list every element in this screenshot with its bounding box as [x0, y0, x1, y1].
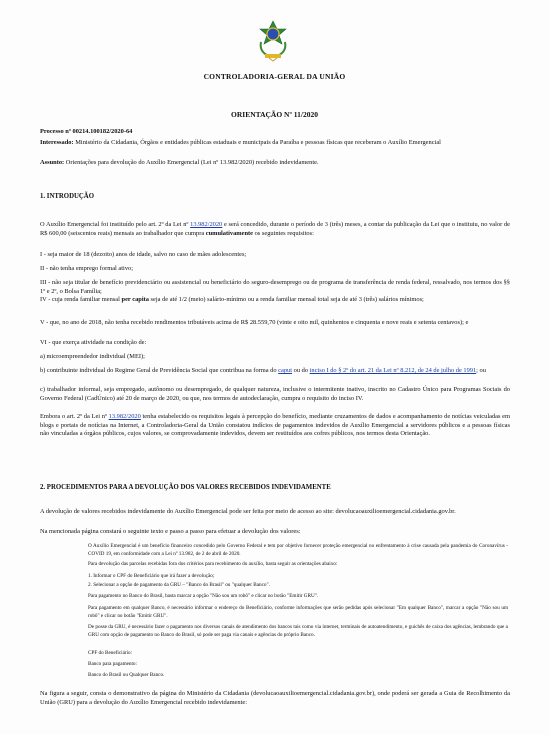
requirement-item: VI - que exerça atividade na condição de:	[40, 339, 147, 346]
requirement-item: III - não seja titular de benefício previdenciário ou assistencial ou beneficiário do seguro-desemprego ou de programa de transferência de renda federal, ressalvado, nos termos dos §§ 1º e 2º, o Bolsa Família;	[40, 279, 510, 295]
quoted-text: Para pagamento em qualquer Banco, é necessário informar o endereço do Beneficiário, conforme informações que serão pedidas após selecionar "Em qualquer Banco", marcar a opção "Não sou um robô" e clicar no botão "Emitir GRU".	[88, 605, 508, 619]
quoted-text: Para devolução das parcelas recebidas fora dos critérios para recebimento do auxílio, basta seguir as orientações abaixo:	[88, 561, 338, 567]
requirement-item: V - que, no ano de 2018, não tenha recebido rendimentos tributáveis acima de R$ 28.559,70 (vinte e oito mil, quinhentos e cinquenta e nove reais e setenta centavos); e	[40, 319, 469, 326]
requirement-item: IV - cuja renda familiar mensal per capita seja de até 1/2 (meio) salário-mínimo ou a renda familiar mensal total seja de até 3 (três) salários mínimos;	[40, 296, 424, 303]
quoted-step: 1. Informar o CPF do Beneficiário que irá fazer a devolução;	[88, 573, 215, 579]
section-1-title: 1. INTRODUÇÃO	[40, 193, 95, 200]
requirement-subitem: c) trabalhador informal, seja empregado, autônomo ou desempregado, de qualquer natureza, inclusive o intermitente inativo, inscrito no Cadastro Único para Programas Sociais do Governo Federal (CadÚnico) até 20 de março de 2020, ou que, nos termos de autodeclaração, cumpra o requisito do inciso IV.	[40, 386, 510, 402]
requirement-subitem: b) contribuinte individual do Regime Geral de Previdência Social que contribua na forma do caput ou do inciso I do § 2º do art. 21 da Lei nº 8.212, de 24 de julho de 1991; ou	[40, 367, 486, 374]
orientation-number: ORIENTAÇÃO Nº 11/2020	[231, 110, 318, 119]
quoted-text: CPF do Beneficiário:	[88, 650, 133, 656]
quoted-text: Para pagamento no Banco do Brasil, basta marcar a opção "Não sou um robô" e clicar no botão "Emitir GRU".	[88, 593, 319, 599]
steps-intro: Na mencionada página constará o seguinte texto e passo a passo para efetuar a devolução dos valores:	[40, 528, 301, 535]
quoted-text: Banco do Brasil ou Qualquer Banco.	[88, 672, 165, 678]
quoted-step: 2. Selecionar a opção de pagamento da GRU – "Banco do Brasil" ou "qualquer Banco".	[88, 582, 270, 588]
subject: Assunto: Orientações para devolução do Auxílio Emergencial (Lei nº 13.982/2020) recebido indevidamente.	[40, 159, 319, 166]
requirement-item: II - não tenha emprego formal ativo;	[40, 265, 133, 272]
findings-paragraph: Embora o art. 2º da Lei nº 13.982/2020 tenha estabelecido os requisitos legais à percepção do benefício, mediante cruzamentos de dados e acompanhamento de notícias veiculadas em blogs e portais de notícias na Internet, a Controladoria-Geral da União constatou indícios de pagamentos indevidos de Auxílio Emergencial a servidores públicos e a pessoas físicas não vinculadas a órgãos públicos, cujos valores, se comprovadamente indevidos, devem ser restituídos aos cofres públicos, nos termos desta Orientação.	[40, 413, 510, 438]
requirement-item: I - seja maior de 18 (dezoito) anos de idade, salvo no caso de mães adolescentes;	[40, 251, 247, 258]
devolution-paragraph: A devolução de valores recebidos indevidamente do Auxílio Emergencial pode ser feita por meio de acesso ao site: devolucaoauxilioemergencial.cidadania.gov.br.	[40, 508, 456, 515]
lei-8212-link[interactable]: inciso I do § 2º do art. 21 da Lei nº 8.212, de 24 de julho de 1991	[309, 367, 477, 374]
requirement-subitem: a) microempreendedor individual (MEI);	[40, 353, 145, 360]
interested-party: Interessado: Ministério da Cidadania, Órgãos e entidades públicas estaduais e municipais da Paraíba e pessoas físicas que receberam o Auxílio Emergencial	[40, 139, 441, 146]
law-link[interactable]: 13.982/2020	[108, 413, 141, 420]
section-2-title: 2. PROCEDIMENTOS PARA A DEVOLUÇÃO DOS VALORES RECEBIDOS INDEVIDAMENTE	[40, 484, 331, 491]
law-link[interactable]: 13.982/2020	[190, 221, 223, 228]
organization-title: CONTROLADORIA-GERAL DA UNIÃO	[203, 72, 346, 81]
quoted-text: O Auxílio Emergencial é um benefício financeiro concedido pelo Governo Federal e tem por objetivo fornecer proteção emergencial no enfrentamento à crise causada pela pandemia do Coronavírus - COVID 19, em conformidade com a Lei nº 13.982, de 2 de abril de 2020.	[88, 543, 508, 557]
brazil-coat-of-arms-icon	[255, 20, 291, 62]
caput-link[interactable]: caput	[278, 367, 293, 374]
quoted-text: De posse da GRU, é necessário fazer o pagamento nos diversos canais de atendimento dos bancos tais como via internet, terminais de autoatendimento, e guichês de caixa dos agências, lembrando que a GRU com opção de pagamento no Banco do Brasil, só pode ser paga via canais e agências do próprio Banco.	[88, 624, 508, 638]
quoted-text: Banco para pagamento:	[88, 661, 137, 667]
process-number: Processo nº 00214.100182/2020-64	[40, 128, 133, 135]
intro-paragraph: O Auxílio Emergencial foi instituído pelo art. 2º da Lei nº 13.982/2020 e será concedido, durante o período de 3 (três) meses, a contar da publicação da Lei que o instituiu, no valor de R$ 600,00 (seiscentos reais) mensais ao trabalhador que cumpra cumulativamente os seguintes requisitos:	[40, 221, 510, 237]
figure-intro-paragraph: Na figura a seguir, consta o demonstrativo da página do Ministério da Cidadania (devolucaoauxilioemergencial.cidadania.gov.br), onde poderá ser gerada a Guia de Recolhimento da União (GRU) para a devolução do Auxílio Emergencial recebido indevidamente:	[40, 690, 510, 706]
